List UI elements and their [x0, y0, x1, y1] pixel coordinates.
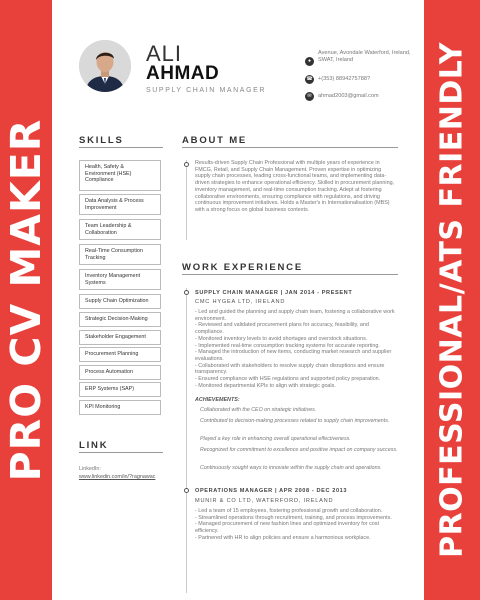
work-timeline-line — [186, 288, 187, 593]
work-heading: WORK EXPERIENCE — [182, 262, 303, 273]
skill-item: Inventory Management Systems — [79, 269, 161, 290]
job-title: OPERATIONS MANAGER | APR 2008 - DEC 2013 — [195, 488, 348, 494]
skill-item: ERP Systems (SAP) — [79, 382, 161, 397]
job-company: CMC HYGEA LTD, IRELAND — [195, 299, 286, 305]
skill-item: Real-Time Consumption Tracking — [79, 244, 161, 265]
job-role: SUPPLY CHAIN MANAGER — [146, 87, 267, 94]
link-label: LinkedIn: — [79, 466, 101, 472]
link-heading: LINK — [79, 440, 109, 451]
left-banner-text: PRO CV MAKER — [2, 118, 50, 482]
skill-item: Team Leadership & Collaboration — [79, 219, 161, 240]
phone-icon: ☎ — [306, 76, 313, 82]
link-divider — [79, 452, 163, 453]
email-text: ahmad2003@gmail.com — [318, 93, 379, 99]
achievement-item: Collaborated with the CEO on strategic initiatives. — [200, 407, 317, 413]
job-bullet: - Managed the introduction of new items, conducting market research and supplier evaluations. — [195, 349, 392, 362]
job-bullet: - Implemented real-time consumption tracking systems for accurate reporting. — [195, 342, 380, 349]
skill-item: Health, Safety & Environment (HSE) Compliance — [79, 160, 161, 191]
job-bullet: - Partnered with HR to align policies and ensure a harmonious workplace. — [195, 534, 371, 541]
right-banner-text: PROFESSIONAL/ATS FRIENDLY — [434, 42, 470, 558]
skill-item: Strategic Decision-Making — [79, 312, 161, 327]
job-company: MUNIR & CO LTD, WATERFORD, IRELAND — [195, 498, 334, 504]
about-text: Results-driven Supply Chain Professional with multiple years of experience in FMCG, Retail, and Supply Chain Management. Proven expertise in optimizing supply chain processes, leading cross-functional teams, and implementing data-driven strategies to enhance operational efficiency. Skilled in procurement planning, inventory management, and real-time consumption tracking. Adept at fostering collaborative environments, ensuring compliance with regulations, and driving continuous improvement initiatives. Holds a Master's in Internationalisation (MBS) with a strong focus on global business contexts. — [195, 160, 395, 213]
skill-item: Supply Chain Optimization — [79, 294, 161, 309]
job-bullet: - Led a team of 15 employees, fostering professional growth and collaboration. — [195, 508, 383, 514]
about-bullet-icon — [184, 162, 189, 167]
achievement-item: Continuously sought ways to innovate within the supply chain and operations. — [200, 465, 382, 471]
skill-item: Stakeholder Engagement — [79, 330, 161, 345]
about-heading: ABOUT ME — [182, 135, 248, 146]
skill-item: KPI Monitoring — [79, 400, 161, 415]
job-bullet-icon — [184, 488, 189, 493]
achievement-item: Contributed to decision-making processes related to supply chain improvements. — [200, 418, 390, 424]
job-bullet: - Reviewed and validated procurement plans for accuracy, feasibility, and compliance. — [195, 322, 369, 336]
location-icon: ● — [305, 57, 314, 66]
avatar — [79, 40, 131, 92]
job-bullet: - Led and guided the planning and supply chain team, fostering a collaborative work environment. — [195, 309, 395, 322]
job-bullet: - Managed procurement of new fashion lines and optimized inventory for cost efficiency. — [195, 521, 379, 535]
job-bullet: - Streamlined operations through recruitment, training, and process improvements. — [195, 514, 392, 521]
address-text: Avenue, Avondale Waterford, Ireland, SWAT, Ireland — [318, 50, 411, 63]
last-name: AHMAD — [146, 63, 220, 84]
job-bullet: - Collaborated with stakeholders to resolve supply chain disruptions and ensure transparency. — [195, 362, 385, 376]
about-timeline-line — [186, 160, 187, 240]
job-bullet: - Monitored departmental KPIs to align with strategic goals. — [195, 382, 336, 389]
job-bullet-icon — [184, 290, 189, 295]
work-divider — [182, 274, 398, 275]
right-banner — [424, 0, 480, 600]
left-banner — [0, 0, 52, 600]
job-title: SUPPLY CHAIN MANAGER | JAN 2014 - PRESENT — [195, 290, 353, 296]
person-portrait-icon — [79, 40, 131, 92]
about-divider — [182, 147, 398, 148]
skill-item: Procurement Planning — [79, 347, 161, 362]
skills-divider — [79, 147, 163, 148]
job-bullets — [195, 309, 398, 389]
job-bullet: - Monitored inventory levels to avoid shortages and overstock situations. — [195, 335, 368, 342]
achievement-item: Recognized for commitment to excellence and positive impact on company success. — [200, 447, 398, 453]
email-icon: ✉ — [305, 92, 314, 101]
resume-page — [52, 0, 424, 600]
skill-item: Data Analysis & Process Improvement — [79, 194, 161, 215]
skill-item: Process Automation — [79, 365, 161, 380]
skills-heading: SKILLS — [79, 135, 124, 146]
phone-text: +(353) 8894275788? — [318, 76, 371, 82]
job-bullets — [195, 508, 398, 542]
linkedin-link[interactable]: www.linkedin.com/in/?ragnawac — [79, 474, 156, 480]
achievement-item: Played a key role in enhancing overall operational effectiveness. — [200, 436, 351, 442]
achievements-label: ACHIEVEMENTS: — [195, 397, 240, 403]
first-name: ALI — [146, 41, 183, 66]
job-bullet: - Ensured compliance with HSE regulations and supported policy preparation. — [195, 376, 381, 383]
